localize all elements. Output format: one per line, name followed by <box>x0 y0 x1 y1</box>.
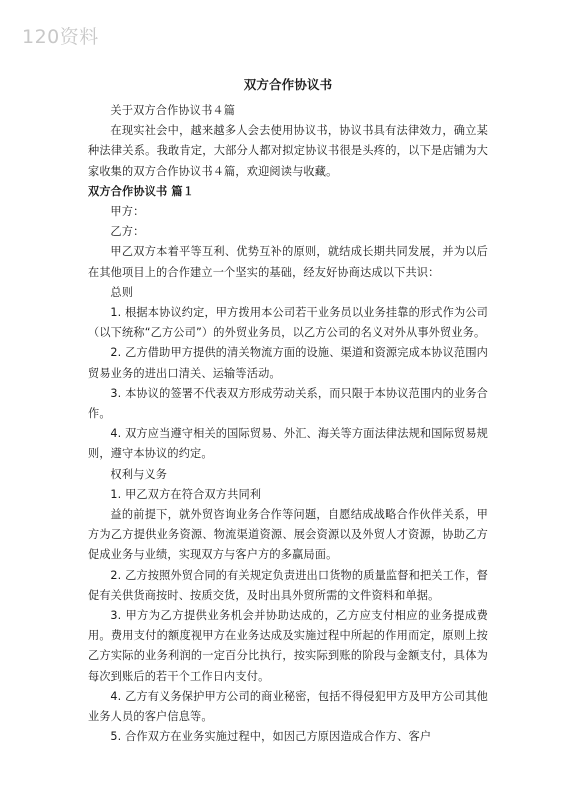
clause-paragraph: 3. 本协议的签署不代表双方形成劳动关系，而只限于本协议范围内的业务合作。 <box>88 386 488 421</box>
subheading-rights: 权利与义务 <box>110 467 168 481</box>
watermark-logo: 120资料 <box>22 26 99 48</box>
document-title: 双方合作协议书 <box>243 77 333 92</box>
clause-paragraph: 4. 双方应当遵守相关的国际贸易、外汇、海关等方面法律法规和国际贸易规则，遵守本协议的约定。 <box>88 427 488 461</box>
intro-line: 关于双方合作协议书４篇 <box>110 104 236 117</box>
document-body <box>88 76 488 748</box>
intro-paragraph: 在现实社会中，越来越多人会去使用协议书，协议书具有法律效力，确立某种法律关系。我敢肯定，大部分人都对拟定协议书很是头疼的，以下是店铺为大家收集的双方合作协议书４篇，欢迎阅读与收藏。 <box>88 124 488 178</box>
section-heading: 双方合作协议书 篇１ <box>88 184 195 198</box>
party-a-line: 甲方： <box>110 205 145 219</box>
preamble-paragraph: 甲乙双方本着平等互利、优势互补的原则，就结成长期共同发展，并为以后在其他项目上的合作建立一个坚实的基础，经友好协商达成以下共识： <box>88 245 488 279</box>
clause-paragraph: 4. 乙方有义务保护甲方公司的商业秘密，包括不得侵犯甲方及甲方公司其他业务人员的客户信息等。 <box>88 689 488 724</box>
subheading-general: 总则 <box>110 285 134 299</box>
clause-paragraph: 1. 根据本协议约定，甲方拨用本公司若干业务员以业务挂靠的形式作为公司（以下统称“乙方公司”）的外贸业务员，以乙方公司的名义对外从事外贸业务。 <box>88 306 488 340</box>
clause-paragraph: 2. 乙方借助甲方提供的清关物流方面的设施、渠道和资源完成本协议范围内贸易业务的进出口清关、运输等活动。 <box>88 346 488 380</box>
clause-paragraph: 2. 乙方按照外贸合同的有关规定负责进出口货物的质量监督和把关工作，督促有关供货商按时、按质交货，及时出具外贸所需的文件资料和单据。 <box>88 568 488 602</box>
clause-paragraph: 1. 甲乙双方在符合双方共同利 <box>110 487 262 501</box>
party-b-line: 乙方： <box>110 225 145 239</box>
clause-paragraph: 3. 甲方为乙方提供业务机会并协助达成的，乙方应支付相应的业务提成费用。费用支付的额度视甲方在业务达成及实施过程中所起的作用而定，原则上按乙方实际的业务利润的一定百分比执行，按实际到账的阶段与金额支付，具体为每次到账后的若干个工作日内支付。 <box>88 609 488 683</box>
clause-paragraph: 5. 合作双方在业务实施过程中，如因己方原因造成合作方、客户 <box>110 730 432 744</box>
clause-continuation: 益的前提下，就外贸咨询业务合作等问题，自愿结成战略合作伙伴关系，甲方为乙方提供业务资源、物流渠道资源、展会资源以及外贸人才资源，协助乙方促成业务与业绩，实现双方与客户方的多赢局面。 <box>88 508 488 562</box>
